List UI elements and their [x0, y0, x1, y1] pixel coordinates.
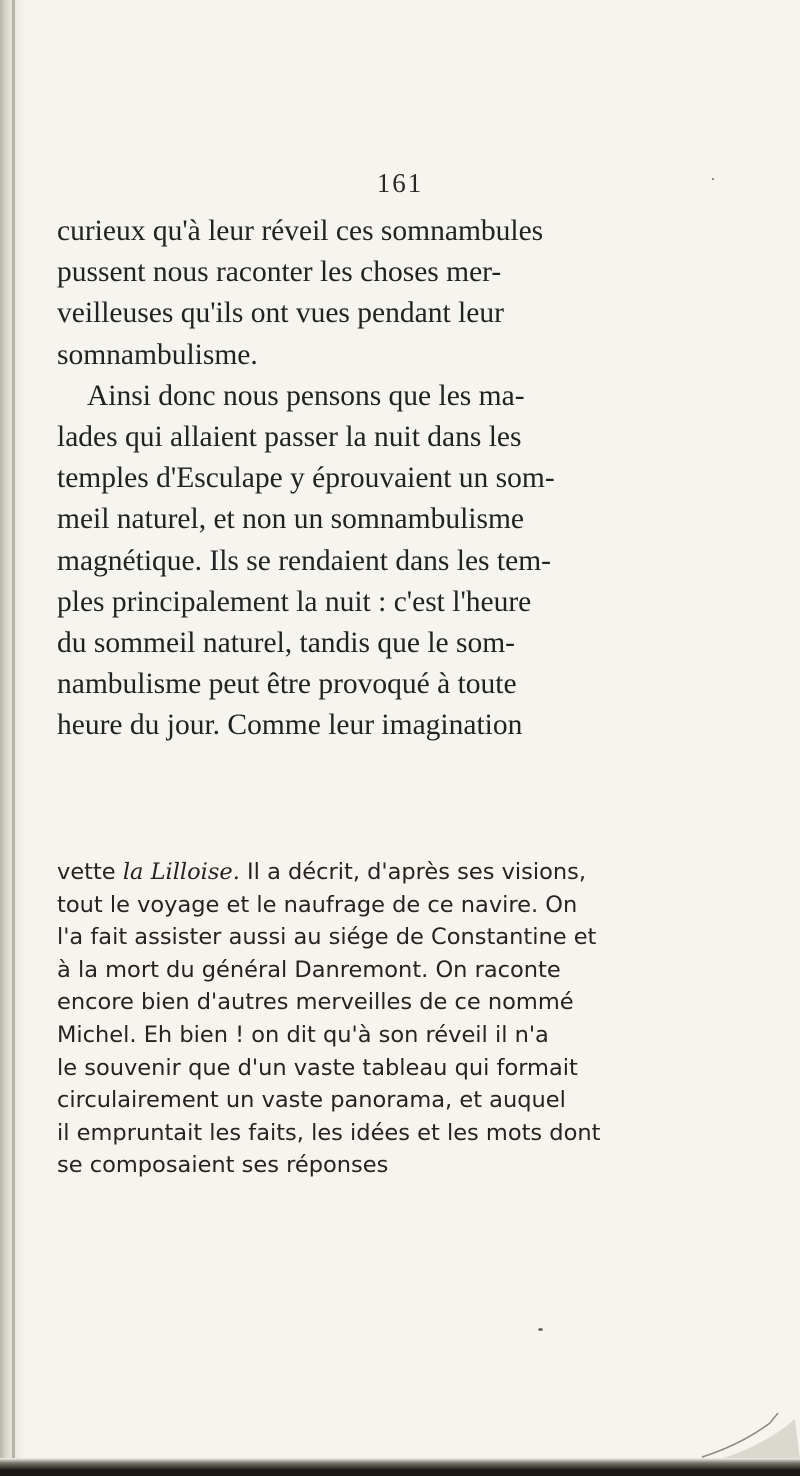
footnote-line: circulairement un vaste panorama, et auquel — [57, 1087, 566, 1114]
page-bottom-edge — [0, 1458, 800, 1476]
footnote-line: l'a fait assister aussi au siége de Constantine et — [57, 924, 597, 951]
footnote-line: il empruntait les faits, les idées et les mots dont — [57, 1119, 601, 1146]
footnote-line-first — [57, 856, 772, 889]
text-line: ples principalement la nuit : c'est l'heure — [57, 585, 532, 618]
text-line: heure du jour. Comme leur imagination — [57, 709, 523, 742]
paragraph-start-line: Ainsi donc nous pensons que les ma- — [87, 379, 525, 412]
text-line: magnétique. Ils se rendaient dans les tem- — [57, 544, 551, 577]
footnote-line: le souvenir que d'un vaste tableau qui formait — [57, 1054, 578, 1081]
ship-name-italic: la Lilloise. — [122, 859, 240, 885]
text-line: curieux qu'à leur réveil ces somnambules — [57, 215, 544, 247]
text-line: lades qui allaient passer la nuit dans les — [57, 421, 522, 454]
footnote-line: encore bien d'autres merveilles de ce nommé — [57, 989, 574, 1016]
text-line: somnambulisme. — [57, 338, 258, 371]
paper-speck — [712, 178, 714, 180]
text-line: nambulisme peut être provoqué à toute — [57, 668, 517, 701]
page-number: 161 — [376, 168, 424, 198]
footnote-line: se composaient ses réponses — [57, 1152, 389, 1179]
footnote-text: Il a décrit, d'après ses visions, — [239, 859, 587, 885]
text-line: meil naturel, et non un somnambulisme — [57, 503, 525, 536]
text-line: du sommeil naturel, tandis que le som- — [57, 627, 515, 660]
page-corner-curl — [700, 1405, 800, 1460]
text-line: veilleuses qu'ils ont vues pendant leur — [57, 297, 504, 330]
footnote-text: vette — [57, 859, 123, 885]
footnote-line: tout le voyage et le naufrage de ce navire. On — [57, 891, 578, 918]
page-edge-line — [12, 0, 15, 1476]
footnote-block — [57, 856, 772, 1182]
footnote-line: à la mort du général Danremont. On raconte — [57, 956, 561, 983]
text-line: pussent nous raconter les choses mer- — [57, 256, 502, 289]
footnote-line: Michel. Eh bien ! on dit qu'à son réveil il n'a — [57, 1021, 549, 1048]
text-line: temples d'Esculape y éprouvaient un som- — [57, 462, 555, 495]
main-text-block — [57, 211, 772, 747]
paper-speck — [538, 1328, 543, 1331]
